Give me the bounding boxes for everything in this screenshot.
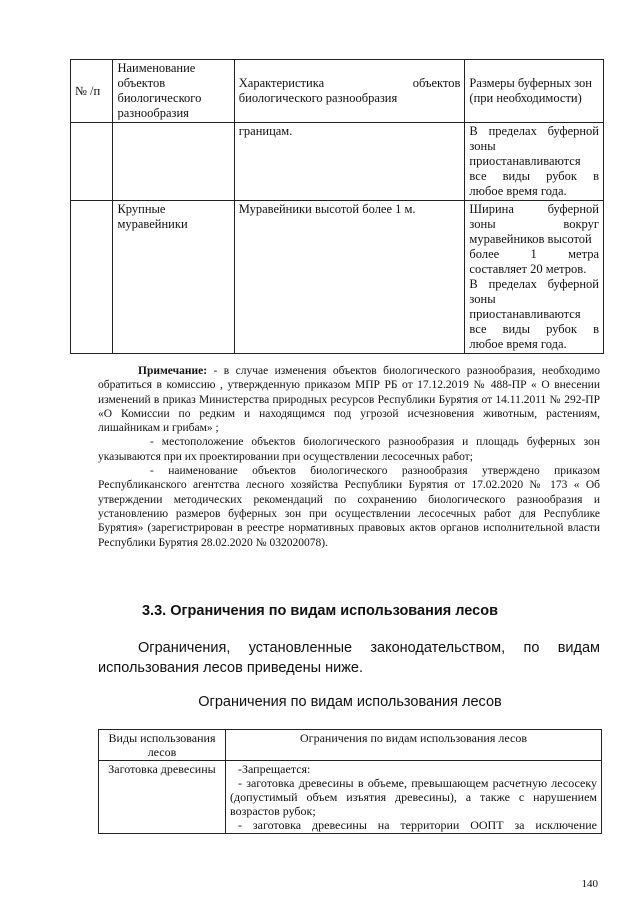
section-intro: [98, 638, 600, 678]
name-line: Крупные: [117, 202, 166, 216]
row-object-name: [113, 201, 234, 354]
intro-line: Ограничения, установленные законодательством, по видам: [138, 640, 600, 656]
restriction-line: - заготовка древесины в объеме, превышающем расчетную лесосеку (допустимый объем изъятия древесины), а также с нарушением возрастов рубок;: [230, 776, 597, 818]
size-line: любое время года.: [469, 184, 567, 198]
size-line: составляет 20 метров.: [469, 262, 587, 276]
header-number: № /п: [71, 60, 113, 123]
note-paragraph: - местоположение объектов биологического разнообразия и площадь буферных зон указываются при их проектировании при осуществлении лесосечных работ;: [98, 436, 600, 463]
size-line: В пределах буферной: [469, 277, 599, 291]
header-object-name: [113, 60, 234, 123]
size-line: приостанавливаются: [469, 154, 581, 168]
restriction-line: -Запрещается:: [238, 762, 311, 776]
table-row: [71, 123, 604, 201]
size-line: В пределах буферной: [469, 124, 599, 138]
forest-use-restrictions-table: [98, 729, 602, 834]
header-type-line: лесов: [147, 745, 177, 759]
size-line: зоны вокруг: [469, 217, 599, 231]
note-paragraph: - наименование объектов биологического разнообразия утверждено приказом Республиканского агентства лесного хозяйства Республики Бурятия от 17.02.2020 № 173 « Об утверждении методических рекомендаций по сохранению биологического разнообразия и установлению размеров буферных зон при осуществлении лесосечных работ для Республике Бурятия» (зарегистрирован в реестре нормативных правовых актов органов исполнительной власти Республики Бурятия 28.02.2020 № 032020078).: [98, 465, 600, 549]
row-buffer-size: [465, 201, 604, 354]
char-line: границам.: [238, 124, 293, 138]
size-line: все виды рубок в: [469, 169, 599, 183]
header-size-line: Размеры буферных зон: [469, 76, 592, 90]
header-characteristic: [234, 60, 465, 123]
header-name-line: биологического: [117, 91, 202, 105]
size-line: зоны: [469, 292, 496, 306]
header-char-line: Характеристика объектов: [238, 76, 461, 90]
row-number: [71, 201, 113, 354]
row-use-type: Заготовка древесины: [99, 761, 226, 834]
page-number: 140: [581, 878, 598, 890]
header-type-line: Виды использования: [108, 731, 216, 745]
section-title: 3.3. Ограничения по видам использования лесов: [141, 603, 498, 619]
row-characteristic: [234, 123, 465, 201]
table-row: [99, 761, 602, 834]
header-buffer-size: [465, 60, 604, 123]
biodiversity-table: [70, 59, 604, 354]
row-buffer-size: [465, 123, 604, 201]
header-use-type: [99, 730, 226, 761]
size-line: зоны: [469, 139, 496, 153]
header-char-line: биологического разнообразия: [238, 91, 398, 105]
size-line: более 1 метра: [469, 247, 599, 261]
table-caption: Ограничения по видам использования лесов: [198, 694, 502, 710]
header-name-line: разнообразия: [117, 106, 189, 120]
header-size-line: (при необходимости): [469, 91, 582, 105]
restriction-line: - заготовка древесины на территории ООПТ за исключение: [238, 818, 597, 832]
row-restrictions: [226, 761, 602, 834]
size-line: все виды рубок в: [469, 322, 599, 336]
size-line: Ширина буферной: [469, 202, 599, 216]
row-characteristic: [234, 201, 465, 354]
char-line: Муравейники высотой более 1 м.: [238, 202, 416, 216]
header-restrictions: Ограничения по видам использования лесов: [226, 730, 602, 761]
size-line: муравейников высотой: [469, 232, 592, 246]
table2-header-row: [99, 730, 602, 761]
size-line: приостанавливаются: [469, 307, 581, 321]
note-label: Примечание:: [138, 365, 208, 377]
name-line: муравейники: [117, 217, 188, 231]
table1-header-row: [71, 60, 604, 123]
table-row: [71, 201, 604, 354]
note-paragraph: [98, 364, 600, 435]
header-name-line: объектов: [117, 76, 166, 90]
size-line: любое время года.: [469, 337, 567, 351]
row-object-name: [113, 123, 234, 201]
header-name-line: Наименование: [117, 61, 196, 75]
row-number: [71, 123, 113, 201]
intro-line: использования лесов приведены ниже.: [98, 660, 364, 676]
note-block: [98, 364, 600, 550]
note-text: - в случае изменения объектов биологического разнообразия, необходимо обратиться в комиссию , утвержденную приказом МПР РБ от 17.12.2019 № 488-ПР « О внесении изменений в приказ Министерства природных ресурсов Республики Бурятия от 14.11.2011 № 292-ПР «О Комиссии по редким и находящимся под угрозой исчезновения животным, растениям, лишайникам и грибам» ;: [98, 365, 600, 435]
